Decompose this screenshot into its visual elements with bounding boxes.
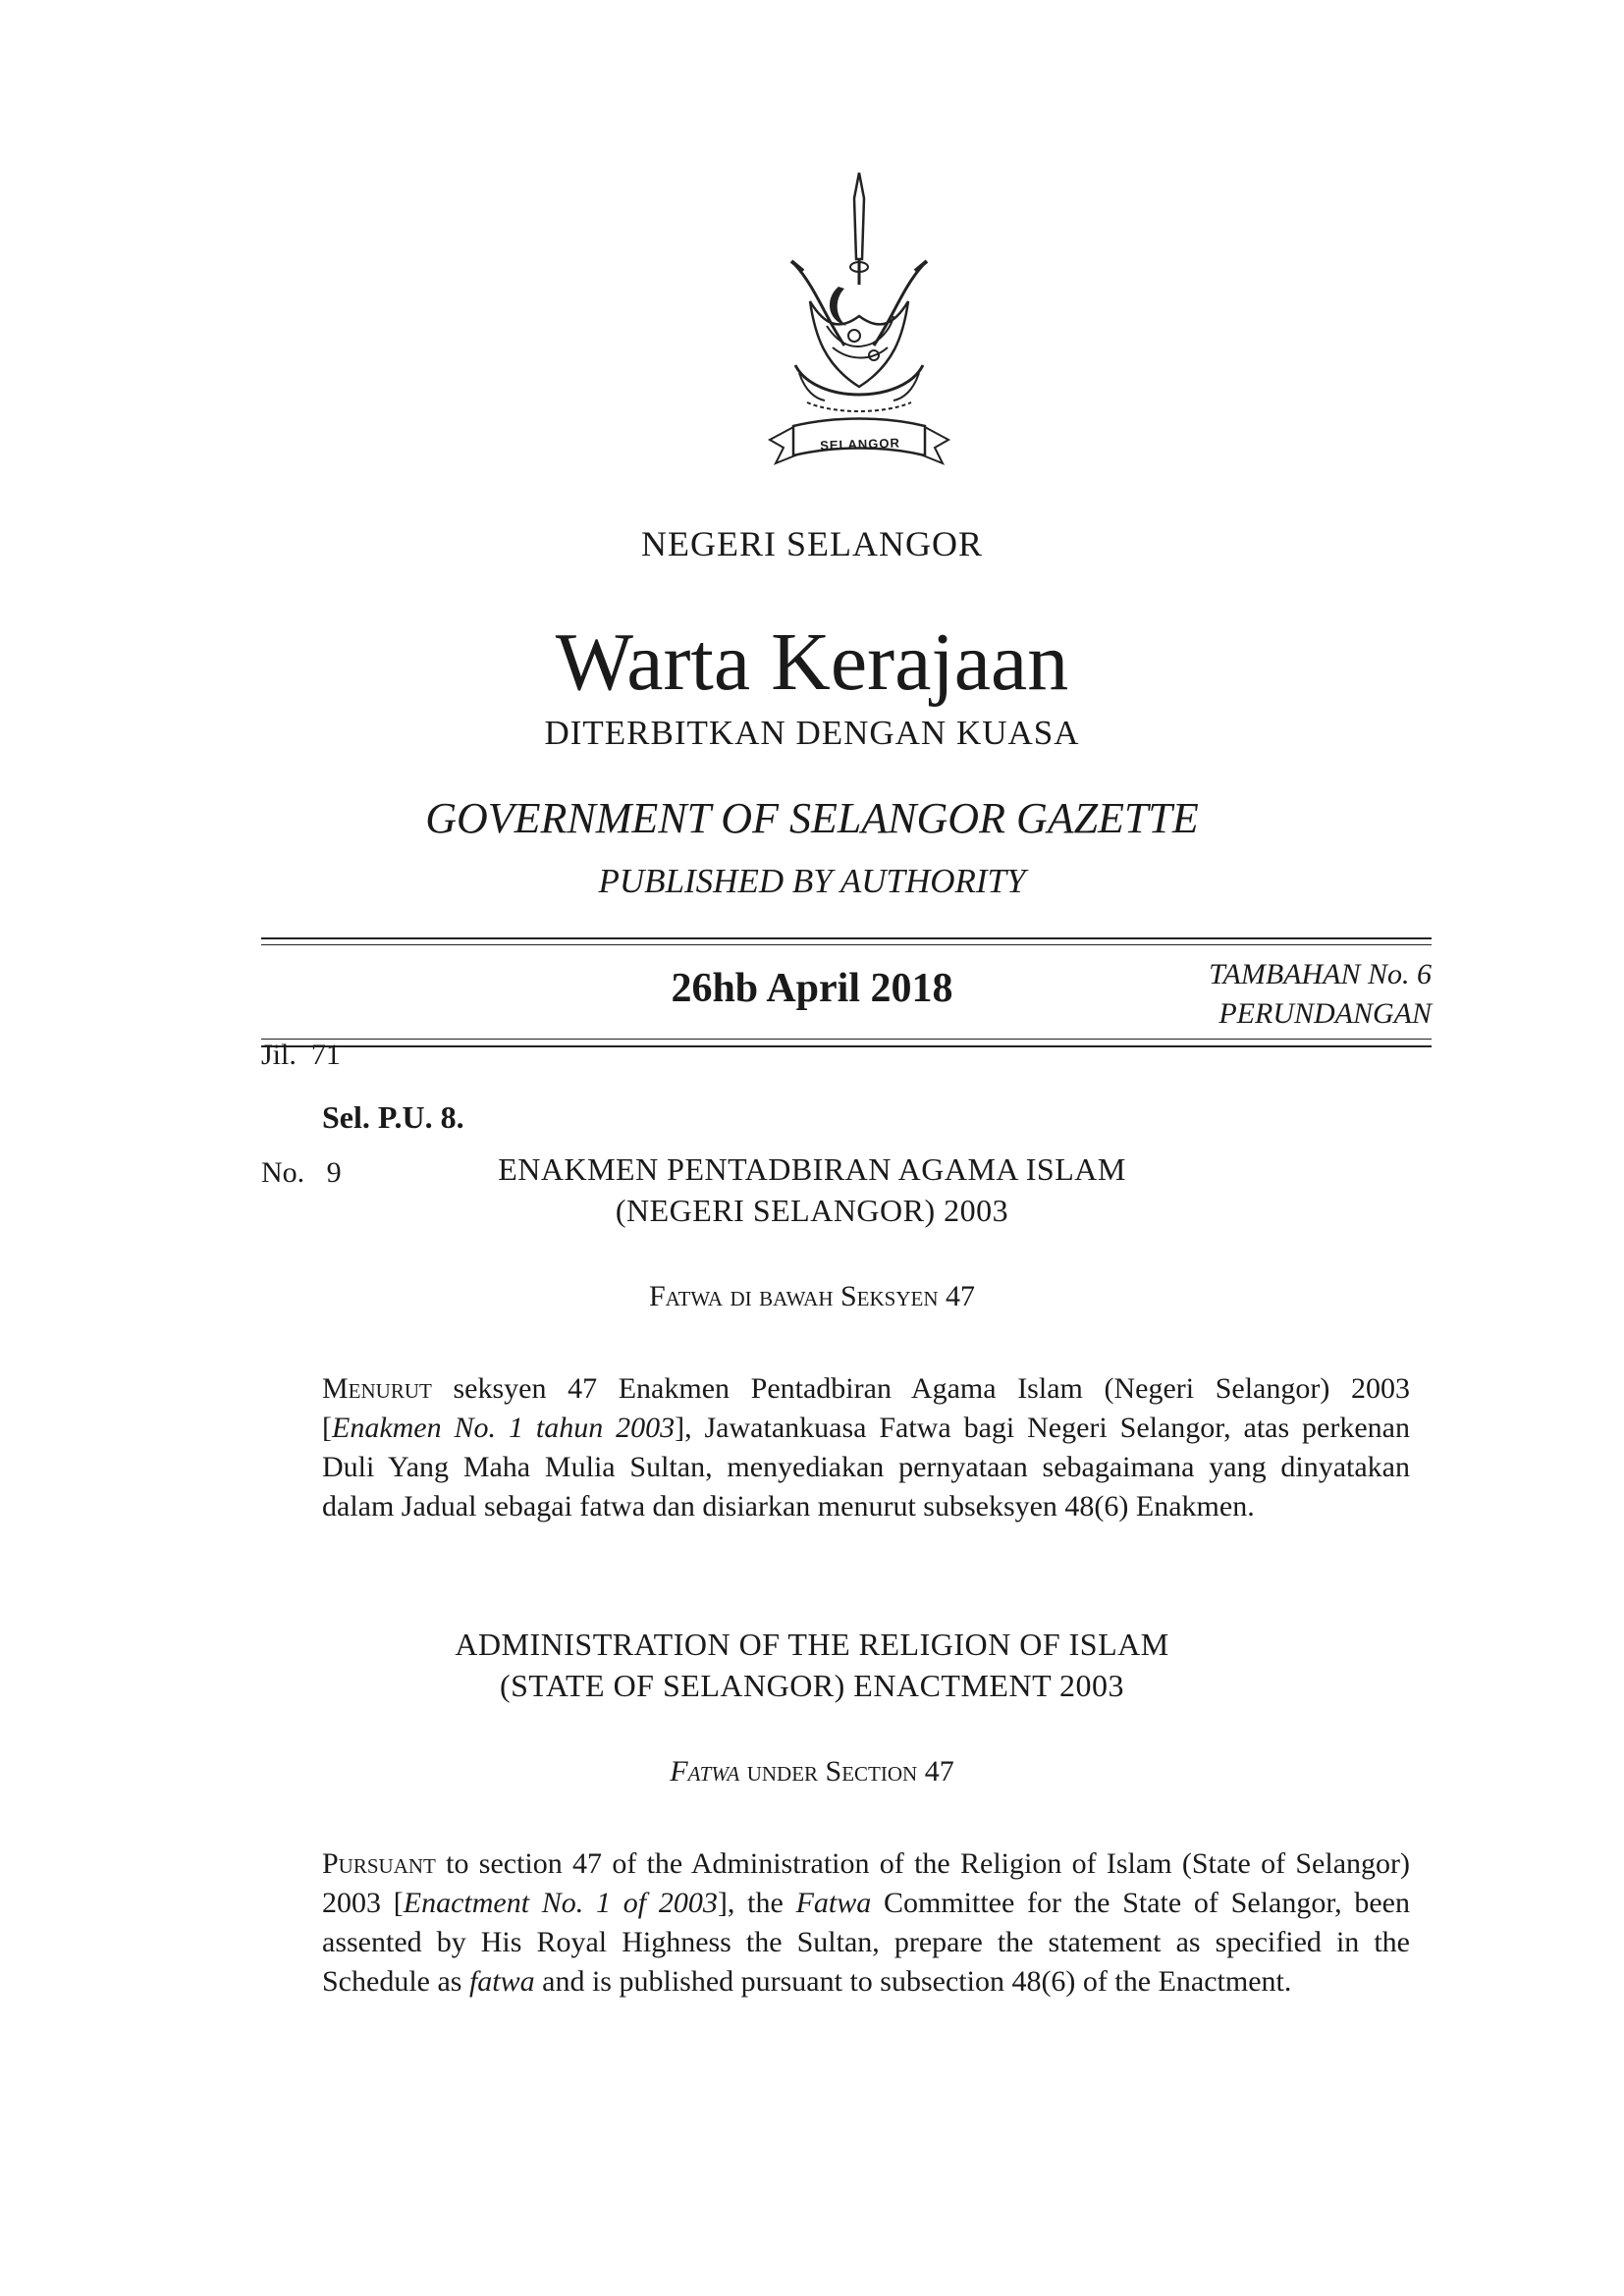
paragraph-ms-part1: seksyen 47 Enakmen Pentadbiran Agama Islam (Negeri Selangor) 2003 [ [322,1372,1410,1444]
enactment-title-ms-line2: (NEGERI SELANGOR) 2003 [615,1193,1009,1228]
crest-label: SELANGOR [819,435,901,454]
reference-number: Sel. P.U. 8. [322,1099,464,1135]
published-by-authority-ms: DITERBITKAN DENGAN KUASA [544,714,1080,752]
section-heading-en-text: under Section [739,1755,918,1788]
selangor-crest-icon [756,169,962,468]
gazette-title: Warta Kerajaan [555,616,1069,708]
header-rule-top-inner [261,944,1432,945]
header-rule-bottom-inner [261,1039,1432,1040]
section-heading-ms-text: Fatwa di bawah Seksyen [649,1280,939,1312]
paragraph-en-part1: to section 47 of the Administration of the Religion of Islam (State of Selangor) 2003 [ [322,1847,1410,1919]
paragraph-ms-citation: Enakmen No. 1 tahun 2003 [332,1412,676,1444]
paragraph-en [322,1844,1410,2002]
paragraph-en-fatwa-1: Fatwa [795,1887,872,1919]
enactment-title-ms [0,1148,1624,1231]
state-name: NEGERI SELANGOR [641,524,983,563]
paragraph-en-part4: and is published pursuant to subsection 48(6) of the Enactment. [534,1965,1292,1998]
section-heading-ms-number: 47 [946,1280,975,1312]
issue-volume: Jil. 71 [261,1039,341,1071]
paragraph-ms-part2: ], Jawatankuasa Fatwa bagi Negeri Selangor, atas perkenan Duli Yang Maha Mulia Sultan, menyediakan pernyataan sebagaimana yang dinyatakan dalam Jadual sebagai fatwa dan disiarkan menurut subseksyen 48(6) Enakmen. [322,1412,1410,1522]
issue-number: No. 9 [261,1156,342,1189]
supplement-category: PERUNDANGAN [1218,997,1432,1030]
gazette-title-en: GOVERNMENT OF SELANGOR GAZETTE [425,794,1199,842]
section-heading-en-number: 47 [924,1755,954,1788]
issue-supplement [1209,955,1432,1034]
paragraph-en-fatwa-2: fatwa [468,1965,535,1998]
paragraph-en-part3: Committee for the State of Selangor, been assented by His Royal Highness the Sultan, prepare the statement as specified in the Schedule as [322,1887,1411,1998]
paragraph-en-lead: Pursuant [322,1847,436,1880]
issue-date: 26hb April 2018 [671,966,953,1011]
supplement-number: TAMBAHAN No. 6 [1209,958,1432,990]
header-rule-top [261,937,1432,939]
enactment-title-en-line1: ADMINISTRATION OF THE RELIGION OF ISLAM [455,1627,1169,1662]
paragraph-ms [322,1369,1410,1526]
paragraph-en-citation: Enactment No. 1 of 2003 [403,1887,718,1919]
enactment-title-ms-line1: ENAKMEN PENTADBIRAN AGAMA ISLAM [498,1151,1126,1187]
header-rule-bottom [261,1045,1432,1047]
paragraph-ms-lead: Menurut [322,1372,432,1405]
published-by-authority-en: PUBLISHED BY AUTHORITY [598,862,1026,900]
paragraph-en-part2: ], the [717,1887,796,1919]
section-heading-en-fatwa: Fatwa [670,1755,740,1788]
enactment-title-en-line2: (STATE OF SELANGOR) ENACTMENT 2003 [499,1668,1125,1703]
section-heading-ms [0,1280,1624,1313]
enactment-title-en [0,1624,1624,1706]
section-heading-en [0,1755,1624,1789]
